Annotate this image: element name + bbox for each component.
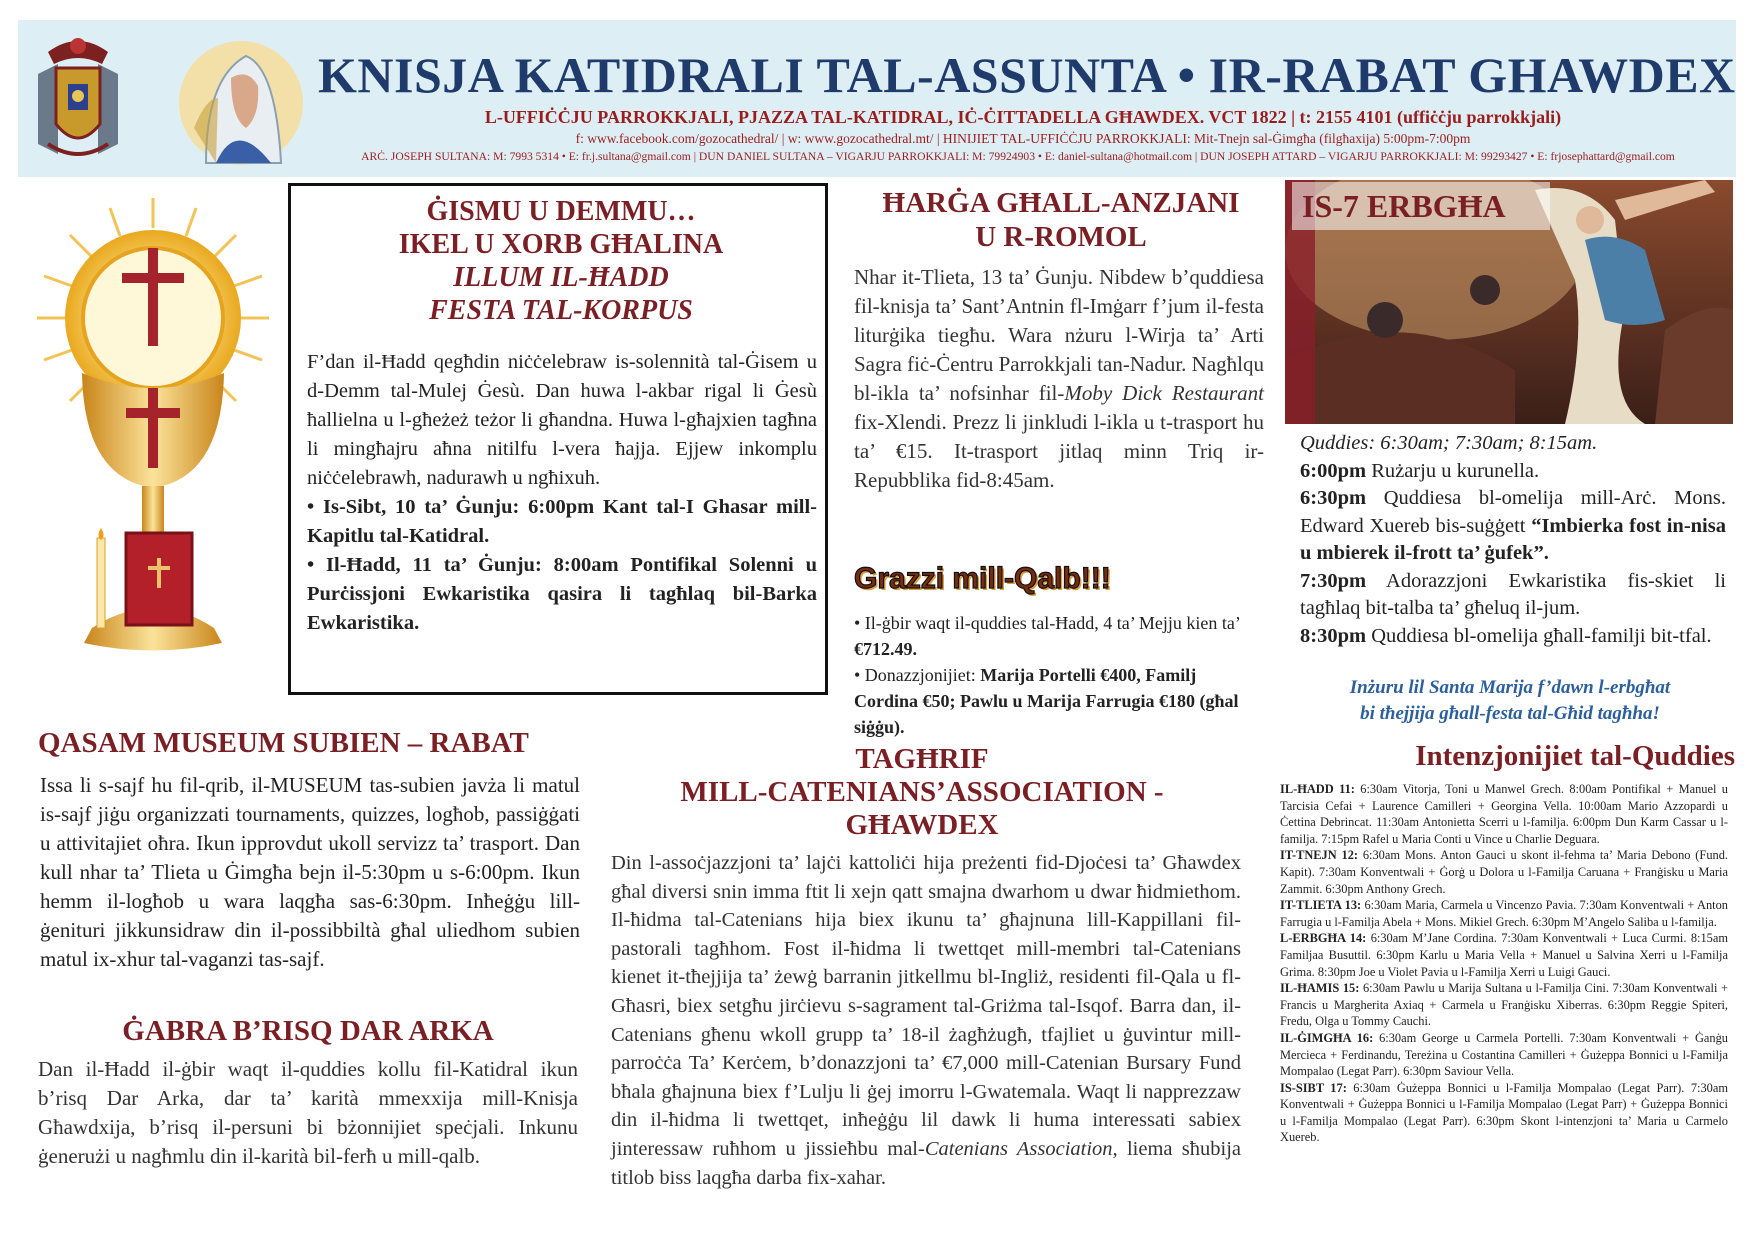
museum-body: Issa li s-sajf hu fil-qrib, il-MUSEUM tas-subien javża li matul is-sajf jiġu organizzati tournaments, quizzes, logħob, passiġġati u attivitajiet oħra. Ikun ipprovdut ukoll servizz ta’ trasport. Dan kull nhar ta’ Tlieta u Ġimgħa bejn il-5:30pm u s-6:00pm. Ikun hemm il-logħob u wara laqgħa sas-6:30pm. Inħeġġu lill-ġenituri jikkunsidraw din il-possibbiltà għal uliedhom subien matul ix-xhur tal-vaganzi tas-sajf. — [40, 773, 580, 971]
wednesday-invitation — [1290, 675, 1730, 727]
invitation-line-1: Inżuru lil Santa Marija f’dawn l-erbgħat — [1349, 677, 1671, 698]
corpus-heading-1: ĠISMU U DEMMU… — [426, 196, 696, 227]
intention-text: 6:30am Mons. Anton Gauci u skont il-fehma ta’ Maria Debono (Fund. Kapit). 7:30am Konventwali + Ġorġ u Dolora u l-Familja Caruana + Franġisku u Maria Zammit. 6:30pm Anthony Grech. — [1280, 848, 1729, 896]
donations-names: Marija Portelli €400, Familj Cordina €50; Pawlu u Marija Farrugia €180 (għal siġġu). — [854, 665, 1239, 737]
outing-body — [854, 263, 1264, 495]
intention-text: 6:30am M’Jane Cordina. 7:30am Konventwali + Luca Curmi. 8:15am Familjaa Busuttil. 6:30pm Karlu u Maria Vella + Manuel u Salvina Xerri u l-Familja Grima. 8:30pm Joe u Violet Pavia u l-Familja Xerri u Luigi Gauci. — [1280, 931, 1728, 979]
schedule-item — [1300, 458, 1726, 486]
list-item — [1280, 1030, 1728, 1080]
donations-label: • Donazzjonijiet: — [854, 665, 981, 685]
schedule-item — [1300, 485, 1726, 568]
catenians-body — [611, 849, 1241, 1192]
corpus-heading-4: FESTA TAL-KORPUS — [429, 295, 693, 326]
schedule-text: Quddiesa bl-omelija għall-familji bit-tfal. — [1366, 624, 1712, 647]
invitation-line-2: bi tħejjija għall-festa tal-Għid tagħha! — [1360, 703, 1660, 724]
list-item — [1280, 781, 1728, 847]
mass-times — [1300, 430, 1726, 458]
intention-day: L-ERBGĦA 14: — [1280, 931, 1367, 946]
intentions-title: Intenzjonijiet tal-Quddies — [1415, 740, 1735, 772]
intention-day: IT-TLIETA 13: — [1280, 898, 1362, 913]
corpus-body — [307, 348, 817, 638]
schedule-time: 7:30pm — [1300, 569, 1367, 592]
schedule-time: 6:30pm — [1300, 487, 1367, 509]
clergy-contacts: ARĊ. JOSEPH SULTANA: M: 7993 5314 • E: fr.j.sultana@gmail.com | DUN DANIEL SULTANA – VIGARJU PARROKKJALI: M: 79924903 • E: daniel-sultana@hotmail.com | DUN JOSEPH ATTARD – VIGARJU PARROKKJALI: M: 99293427 • E: frjosephattard@gmail.com — [361, 150, 1675, 163]
intention-day: IS-SIBT 17: — [1280, 1080, 1347, 1095]
intention-day: IL-ĦAMIS 15: — [1280, 981, 1360, 996]
list-item — [1280, 980, 1728, 1030]
intention-day: IL-ĦADD 11: — [1280, 782, 1355, 796]
intention-text: 6:30am George u Carmela Portelli. 7:30am Konventwali + Ġanġu Mercieca + Ferdinandu, Tereżina u Costantina Camilleri + Ġużeppa Bonnici u l-Familja Mompalao (Legat Parr). 6:30pm Saviour Vella. — [1280, 1030, 1728, 1079]
parish-web-hours: f: www.facebook.com/gozocathedral/ | w: www.gozocathedral.mt/ | HINIJIET TAL-UFFIĊĊJU PARROKKJALI: Mit-Tnejn sal-Ġimgħa (filgħaxija) 5:00pm-7:00pm — [575, 131, 1471, 146]
list-item — [1280, 1080, 1728, 1146]
madonna-portrait-icon — [176, 38, 306, 168]
monstrance-illustration — [22, 188, 284, 708]
schedule-item — [1300, 623, 1726, 651]
coat-of-arms-icon — [28, 34, 128, 164]
catenians-heading-3: GĦAWDEX — [845, 809, 999, 841]
outing-text-b: fix-Xlendi. Prezz li jinkludi l-ikla u t-trasport hu ta’ €15. It-trasport jitlaq minn Triq ir-Repubblika fid-8:45am. — [854, 410, 1264, 492]
corpus-christi-box — [288, 183, 828, 695]
schedule-text: Adorazzjoni Ewkaristika fis-skiet li tagħlaq bit-talba ta’ għeluq il-jum. — [1300, 569, 1726, 619]
schedule-text: Rużarju u kurunella. — [1366, 459, 1540, 482]
intention-text: 6:30am Ġużeppa Bonnici u l-Familja Mompalao (Legat Parr). 7:30am Konventwali + Ġużeppa Bonnici u l-Familja Mompalao (Legat Parr) + Ġużeppa Bonnici u l-Familja Mompalao (Legat Parr). 6:30pm Skont l-intenzjoni ta’ Maria u Carmelo Xuereb. — [1280, 1080, 1728, 1145]
catenians-text-a: Din l-assoċjazzjoni ta’ lajċi kattoliċi hija preżenti fid-Djoċesi ta’ Għawdex għal diversi snin imma ftit li xejn qatt smajna dwarhom u dwar ħidmiethom. Il-ħidma tal-Catenians hija biex ikunu ta’ għajnuna lill-Kappillani fil-pastorali tagħhom. Fost il-ħidma li twettqet mill-membri tal-Catenians kienet it-tħejjija ta’ żewġ barranin jitkellmu bl-Ingliż, residenti fil-Qala u fl-Għasri, biex setgħu jirċievu s-sagrament tal-Griżma tal-Isqof. Barra dan, il-Catenians għenu wkoll grupp ta’ 18-il żagħżugħ, tfajliet u ġuvintur mill-parroċċa Ta’ Kerċem, b’donazzjoni ta’ €7,000 mill-Catenian Bursary Fund bħala għajnuna biex f’Lulju li ġej imorru l-Gwatemala. Waqt li napprezzaw din il-ħidma li twettqet, inħeġġu lil dawk li huma interessati sabiex jinteressaw ruħhom u jissieħbu mal- — [611, 852, 1241, 1160]
homily-subject: “Imbierka fost in-nisa u mbierek il-frott ta’ ġufek”. — [1300, 514, 1726, 564]
donations-item — [854, 662, 1264, 740]
donations-list — [854, 610, 1264, 740]
outing-heading-2: U R-ROMOL — [975, 221, 1147, 253]
schedule-text: Quddiesa bl-omelija mill-Arċ. Mons. Edward Xuereb bis-suġġett — [1300, 487, 1726, 537]
corpus-paragraph: F’dan il-Ħadd qegħdin niċċelebraw is-solennità tal-Ġisem u d-Demm tal-Mulej Ġesù. Dan huwa l-akbar rigal li Ġesù ħallielna u l-għeżeż teżor li għandna. Huwa l-għajxien tagħna li mingħajru aħna nitilfu l-vera ħajja. Ejjew inkomplu niċċelebrawh, nadurawh u ngħixuh. — [307, 351, 817, 489]
thanks-banner: Grazzi mill-Qalb!!! — [854, 562, 1111, 595]
list-item — [1280, 930, 1728, 980]
intentions-list — [1280, 781, 1728, 1146]
intention-text: 6:30am Maria, Carmela u Vincenzo Pavia. 7:30am Konventwali + Anton Farrugia u l-Familja Abela + Mons. Mikiel Grech. 6:30pm M’Angelo Saliba u l-familja. — [1280, 898, 1728, 929]
outing-heading-1: ĦARĠA GĦALL-ANZJANI — [882, 187, 1240, 219]
schedule-item — [1300, 568, 1726, 623]
intention-text: 6:30am Vitorja, Toni u Manwel Grech. 8:00am Pontifikal + Manuel u Tarcisia Cefai + Laurence Camilleri + Georgina Vella. 10:00am Mario Azzopardi u Ċettina Debrincat. 11:30am Antonietta Scerri u l-familja. 6:00pm Dun Karm Cassar u l-familja. 7:15pm Rafel u Maria Conti u Vince u Charlie Deguara. — [1280, 782, 1728, 846]
intention-day: IT-TNEJN 12: — [1280, 848, 1359, 863]
collection-item — [854, 610, 1264, 662]
collection-text: • Il-ġbir waqt il-quddies tal-Ħadd, 4 ta’ Mejju kien ta’ — [854, 613, 1240, 633]
outing-text-a: Nhar it-Tlieta, 13 ta’ Ġunju. Nibdew b’quddiesa fil-knisja ta’ Sant’Antnin fl-Imġarr f’jum il-festa liturġika tiegħu. Wara nżuru l-Wirja ta’ Arti Sagra fiċ-Ċentru Parrokkjali tan-Nadur. Nagħlqu bl-ikla ta’ nofsinhar fil- — [854, 265, 1264, 405]
list-item — [1280, 847, 1728, 897]
schedule-time: 8:30pm — [1300, 624, 1367, 647]
catenians-text-b: liema sħubija titlob biss laqgħa darba fix-xahar. — [611, 1137, 1241, 1189]
parish-office-address: L-UFFIĊĊJU PARROKKJALI, PJAZZA TAL-KATIDRAL, IĊ-ĊITTADELLA GĦAWDEX. VCT 1822 | t: 2155 4101 (uffiċċju parrokkjali) — [484, 107, 1562, 127]
photo-label: IS-7 ERBGĦA — [1292, 182, 1550, 230]
intention-text: 6:30am Pawlu u Marija Sultana u l-Familja Cini. 7:30am Konventwali + Francis u Margherita Axiaq + Carmela u Franġisku Xiberras. 6:30pm Reggie Spiteri, Fredu, Olga u Tommy Cauchi. — [1280, 981, 1728, 1029]
header-banner — [18, 20, 1736, 177]
museum-heading: QASAM MUSEUM SUBIEN – RABAT — [38, 727, 529, 759]
catenians-heading-1: TAGĦRIF — [855, 743, 989, 775]
collection-heading: ĠABRA B’RISQ DAR ARKA — [122, 1015, 494, 1047]
corpus-heading-3: ILLUM IL-ĦADD — [453, 262, 669, 293]
collection-body: Dan il-Ħadd il-ġbir waqt il-quddies kollu fil-Katidral ikun b’risq Dar Arka, dar ta’ karità mmexxija mill-Knisja Għawdxija, b’risq il-persuni bi bżonnijiet speċjali. Inkunu ġenerużi u nagħmlu din il-karità bil-ferħ u mill-qalb. — [38, 1057, 578, 1168]
corpus-bullet-saturday: • Is-Sibt, 10 ta’ Ġunju: 6:00pm Kant tal-I Ghasar mill-Kapitlu tal-Katidral. — [307, 496, 817, 547]
catenians-association-name: Catenians Association, — [924, 1137, 1118, 1160]
corpus-bullet-sunday: • Il-Ħadd, 11 ta’ Ġunju: 8:00am Pontifikal Solenni u Purċissjoni Ewkaristika qasira li tagħlaq bil-Barka Ewkaristika. — [307, 554, 817, 634]
list-item — [1280, 897, 1728, 930]
corpus-heading-2: IKEL U XORB GĦALINA — [398, 229, 724, 260]
intention-day: IL-ĠIMGĦA 16: — [1280, 1030, 1374, 1045]
mass-times-text: Quddies: 6:30am; 7:30am; 8:15am. — [1300, 432, 1598, 454]
schedule-time: 6:00pm — [1300, 459, 1367, 482]
page-title: KNISJA KATIDRALI TAL-ASSUNTA • IR-RABAT GHAWDEX — [318, 47, 1736, 103]
outing-restaurant: Moby Dick Restaurant — [1064, 381, 1264, 405]
collection-amount: €712.49. — [854, 639, 917, 659]
catenians-heading-2: MILL-CATENIANS’ASSOCIATION - — [680, 776, 1164, 808]
wednesday-schedule — [1300, 430, 1726, 650]
